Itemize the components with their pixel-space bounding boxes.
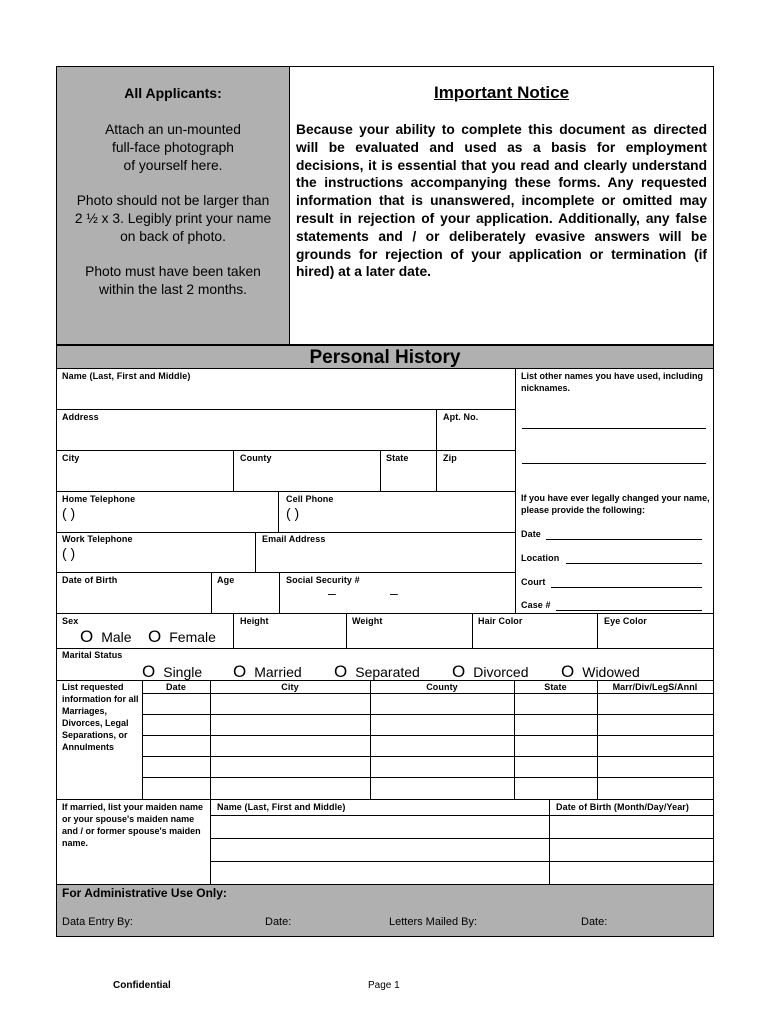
marriage-side-label: List requested information for all Marriages, Divorces, Legal Separations, or Annulments <box>62 682 139 752</box>
photo-heading: All Applicants: <box>124 85 222 101</box>
footer-confidential: Confidential <box>113 980 171 991</box>
table-row[interactable] <box>143 778 713 798</box>
ssn-dash-2: – <box>390 585 398 601</box>
marital-option-divorced[interactable]: O Divorced <box>452 662 529 681</box>
radio-icon: O <box>80 627 94 646</box>
radio-icon: O <box>334 662 348 681</box>
table-row[interactable] <box>143 757 713 777</box>
legal-case-line[interactable] <box>556 610 702 611</box>
marriage-header-city: City <box>281 682 299 692</box>
radio-icon: O <box>233 662 247 681</box>
height-label: Height <box>240 616 269 626</box>
weight-field[interactable] <box>347 614 471 647</box>
radio-icon: O <box>561 662 575 681</box>
ssn-dash-1: – <box>328 585 336 601</box>
dob-field[interactable] <box>57 573 210 613</box>
state-label: State <box>386 453 409 463</box>
notice-body: Because your ability to complete this document as directed will be evaluated and used as a basis for employment decisions, it is essential that you read and clearly understand the instructions accompanying these forms. Any requested information that is unanswered, incomplete or omitted may result in rejection of your application. Additionally, any false statements and / or deliberately evasive answers will be grounds for rejection of your application or termination (if hired) at a later date. <box>296 122 707 280</box>
apt-label: Apt. No. <box>443 412 479 422</box>
radio-icon: O <box>142 662 156 681</box>
footer-page: Page 1 <box>368 980 400 991</box>
name-label: Name (Last, First and Middle) <box>62 371 191 381</box>
legal-change-intro: If you have ever legally changed your name, please provide the following: <box>521 493 710 515</box>
marital-option-widowed[interactable]: O Widowed <box>561 662 640 681</box>
home-phone-field[interactable]: ( ) <box>62 505 76 521</box>
marital-option-single[interactable]: O Single <box>142 662 203 681</box>
address-field[interactable] <box>57 410 435 450</box>
other-names-label: List other names you have used, including nicknames. <box>521 371 704 393</box>
email-label: Email Address <box>262 534 326 544</box>
weight-label: Weight <box>352 616 383 626</box>
other-name-line-2[interactable] <box>522 463 706 464</box>
county-label: County <box>240 453 272 463</box>
eye-label: Eye Color <box>604 616 647 626</box>
section-title: Personal History <box>309 347 461 368</box>
maiden-name-header: Name (Last, First and Middle) <box>217 802 346 812</box>
eye-field[interactable] <box>598 614 713 647</box>
maiden-side-label: If married, list your maiden name or your spouse's maiden name and / or former spouse's maiden name. <box>62 802 204 848</box>
ssn-field[interactable] <box>280 573 514 613</box>
work-phone-field[interactable]: ( ) <box>62 545 76 561</box>
dob-label: Date of Birth <box>62 575 118 585</box>
age-label: Age <box>217 575 235 585</box>
maiden-row[interactable] <box>211 839 713 861</box>
maiden-row[interactable] <box>211 862 713 883</box>
table-row[interactable] <box>143 694 713 714</box>
admin-title: For Administrative Use Only: <box>62 886 227 900</box>
home-phone-label: Home Telephone <box>62 494 136 504</box>
height-field[interactable] <box>234 614 345 647</box>
admin-letters-mailed: Letters Mailed By: <box>389 916 478 928</box>
work-phone-label: Work Telephone <box>62 534 133 544</box>
legal-court-label: Court <box>521 577 546 587</box>
county-field[interactable] <box>234 451 379 491</box>
legal-court-line[interactable] <box>551 587 702 588</box>
hair-label: Hair Color <box>478 616 523 626</box>
table-row[interactable] <box>143 715 713 735</box>
sex-option-female[interactable]: O Female <box>148 627 216 646</box>
maiden-row[interactable] <box>211 816 713 838</box>
zip-label: Zip <box>443 453 457 463</box>
zip-field[interactable] <box>437 451 514 491</box>
photo-instructions: Attach an un-mounted full-face photograph of yourself here. Photo should not be larger than 2 ½ x 3. Legibly print your name on back of photo. Photo must have been taken within the last 2 months. <box>74 122 272 298</box>
legal-location-line[interactable] <box>566 563 702 564</box>
legal-location-label: Location <box>521 553 560 563</box>
age-field[interactable] <box>212 573 278 613</box>
city-field[interactable] <box>57 451 232 491</box>
sex-option-male[interactable]: O Male <box>80 627 132 646</box>
legal-date-line[interactable] <box>546 539 702 540</box>
maiden-dob-header: Date of Birth (Month/Day/Year) <box>556 802 690 812</box>
marital-option-separated[interactable]: O Separated <box>334 662 420 681</box>
marriage-header-county: County <box>426 682 458 692</box>
admin-date-1: Date: <box>265 916 292 928</box>
marriage-header-date: Date <box>166 682 186 692</box>
marriage-header-state: State <box>544 682 567 692</box>
marriage-header-type: Marr/Div/LegS/Annl <box>612 682 698 692</box>
ssn-label: Social Security # <box>286 575 360 585</box>
cell-phone-field[interactable]: ( ) <box>286 505 300 521</box>
other-name-line-1[interactable] <box>522 428 706 429</box>
city-label: City <box>62 453 80 463</box>
name-field[interactable] <box>57 369 514 409</box>
marital-label: Marital Status <box>62 650 123 660</box>
radio-icon: O <box>148 627 162 646</box>
radio-icon: O <box>452 662 466 681</box>
table-row[interactable] <box>143 736 713 756</box>
state-field[interactable] <box>381 451 436 491</box>
cell-phone-label: Cell Phone <box>286 494 334 504</box>
admin-date-2: Date: <box>581 916 608 928</box>
notice-title: Important Notice <box>433 83 570 102</box>
marital-option-married[interactable]: O Married <box>233 662 302 681</box>
admin-data-entry: Data Entry By: <box>62 916 133 928</box>
hair-field[interactable] <box>473 614 596 647</box>
legal-case-label: Case # <box>521 600 551 610</box>
apt-field[interactable] <box>437 410 514 450</box>
legal-date-label: Date <box>521 529 541 539</box>
address-label: Address <box>62 412 99 422</box>
sex-label: Sex <box>62 616 79 626</box>
email-field[interactable] <box>256 533 514 572</box>
